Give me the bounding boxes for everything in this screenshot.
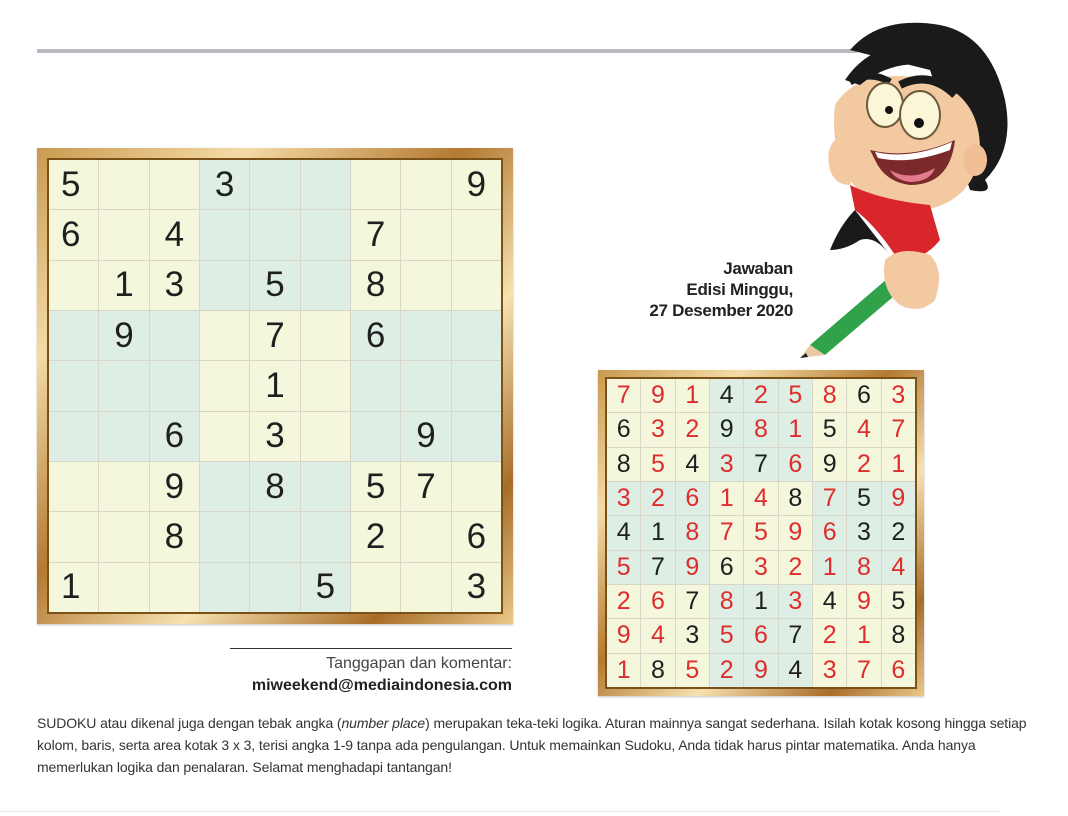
answer-cell-solved: 6 (744, 619, 777, 652)
puzzle-cell-empty (99, 160, 148, 209)
bottom-divider (0, 811, 1000, 812)
puzzle-cell-empty (99, 462, 148, 511)
answer-cell-solved: 2 (607, 585, 640, 618)
answer-cell-solved: 8 (847, 551, 880, 584)
puzzle-cell-given: 1 (99, 261, 148, 310)
answer-cell-solved: 4 (744, 482, 777, 515)
answer-cell-given: 8 (779, 482, 812, 515)
answer-cell-solved: 7 (882, 413, 915, 446)
puzzle-cell-empty (401, 160, 450, 209)
answer-cell-solved: 6 (641, 585, 674, 618)
puzzle-cell-given: 6 (452, 512, 501, 561)
answer-cell-solved: 9 (607, 619, 640, 652)
answer-cell-given: 5 (847, 482, 880, 515)
puzzle-cell-empty (200, 311, 249, 360)
puzzle-cell-empty (99, 210, 148, 259)
answer-cell-solved: 5 (676, 654, 709, 687)
puzzle-cell-empty (200, 512, 249, 561)
answer-cell-solved: 1 (813, 551, 846, 584)
answer-cell-solved: 2 (847, 448, 880, 481)
answer-cell-solved: 2 (641, 482, 674, 515)
puzzle-cell-empty (49, 261, 98, 310)
answer-cell-solved: 6 (779, 448, 812, 481)
answer-caption-edition: Edisi Minggu, (686, 280, 793, 299)
answer-cell-solved: 3 (607, 482, 640, 515)
puzzle-cell-empty (200, 361, 249, 410)
puzzle-cell-empty (301, 311, 350, 360)
answer-cell-given: 7 (779, 619, 812, 652)
answer-cell-solved: 5 (607, 551, 640, 584)
puzzle-cell-given: 7 (250, 311, 299, 360)
answer-cell-solved: 2 (779, 551, 812, 584)
answer-cell-solved: 5 (641, 448, 674, 481)
description-part1: SUDOKU atau dikenal juga dengan tebak angka ( (37, 715, 342, 731)
puzzle-cell-empty (351, 412, 400, 461)
answer-cell-solved: 8 (676, 516, 709, 549)
puzzle-cell-empty (200, 462, 249, 511)
puzzle-cell-empty (452, 361, 501, 410)
puzzle-cell-given: 1 (49, 563, 98, 612)
puzzle-cell-empty (150, 563, 199, 612)
puzzle-cell-empty (401, 563, 450, 612)
answer-cell-given: 4 (676, 448, 709, 481)
puzzle-cell-given: 8 (250, 462, 299, 511)
answer-cell-solved: 9 (779, 516, 812, 549)
puzzle-cell-empty (150, 160, 199, 209)
puzzle-cell-empty (351, 361, 400, 410)
answer-cell-given: 1 (641, 516, 674, 549)
puzzle-cell-empty (401, 512, 450, 561)
answer-cell-given: 2 (882, 516, 915, 549)
puzzle-cell-empty (301, 210, 350, 259)
answer-cell-solved: 9 (847, 585, 880, 618)
answer-cell-solved: 4 (641, 619, 674, 652)
answer-cell-solved: 2 (744, 379, 777, 412)
answer-cell-solved: 9 (641, 379, 674, 412)
puzzle-cell-empty (150, 361, 199, 410)
answer-cell-solved: 4 (882, 551, 915, 584)
answer-cell-given: 7 (641, 551, 674, 584)
feedback-label: Tanggapan dan komentar: (326, 655, 512, 672)
answer-cell-solved: 6 (676, 482, 709, 515)
description-part2: ) merupakan teka-teki logika. Aturan mainnya sangat sederhana. Isilah kotak kosong hingga setiap kolom, baris, serta area kotak 3 x 3, terisi angka 1-9 tanpa ada pengulangan. Untuk memainkan Sudoku, Anda tidak harus pintar matematika. Anda hanya memerlukan logika dan penalaran. Selamat menghadapi tantangan! (37, 715, 1027, 775)
puzzle-cell-given: 5 (301, 563, 350, 612)
answer-cell-given: 3 (847, 516, 880, 549)
answer-cell-solved: 7 (710, 516, 743, 549)
puzzle-cell-empty (250, 512, 299, 561)
sudoku-answer-grid (605, 377, 917, 689)
feedback-divider (230, 648, 512, 649)
answer-cell-solved: 1 (779, 413, 812, 446)
description-italic: number place (341, 715, 426, 731)
puzzle-cell-empty (351, 563, 400, 612)
puzzle-cell-empty (301, 412, 350, 461)
answer-caption-date: 27 Desember 2020 (649, 301, 793, 320)
puzzle-cell-empty (250, 210, 299, 259)
answer-cell-solved: 4 (847, 413, 880, 446)
puzzle-cell-empty (200, 210, 249, 259)
answer-cell-solved: 1 (882, 448, 915, 481)
answer-cell-given: 8 (641, 654, 674, 687)
answer-cell-given: 3 (676, 619, 709, 652)
puzzle-cell-empty (452, 261, 501, 310)
puzzle-cell-empty (200, 412, 249, 461)
puzzle-cell-empty (452, 311, 501, 360)
puzzle-cell-empty (401, 311, 450, 360)
puzzle-cell-given: 8 (351, 261, 400, 310)
answer-cell-solved: 3 (779, 585, 812, 618)
answer-cell-solved: 8 (813, 379, 846, 412)
puzzle-cell-empty (99, 512, 148, 561)
cartoon-boy-with-pencil-icon (780, 10, 1030, 360)
puzzle-cell-empty (250, 563, 299, 612)
answer-cell-solved: 5 (710, 619, 743, 652)
puzzle-cell-given: 6 (150, 412, 199, 461)
answer-cell-solved: 3 (882, 379, 915, 412)
puzzle-cell-given: 5 (351, 462, 400, 511)
puzzle-cell-empty (49, 361, 98, 410)
answer-cell-solved: 9 (882, 482, 915, 515)
puzzle-cell-given: 9 (99, 311, 148, 360)
puzzle-cell-empty (301, 462, 350, 511)
answer-cell-given: 9 (813, 448, 846, 481)
puzzle-cell-empty (200, 563, 249, 612)
puzzle-cell-empty (250, 160, 299, 209)
sudoku-puzzle-frame (37, 148, 513, 624)
puzzle-cell-given: 7 (401, 462, 450, 511)
puzzle-cell-given: 8 (150, 512, 199, 561)
puzzle-cell-given: 7 (351, 210, 400, 259)
answer-cell-given: 7 (744, 448, 777, 481)
puzzle-cell-empty (301, 361, 350, 410)
answer-cell-solved: 7 (847, 654, 880, 687)
puzzle-cell-empty (200, 261, 249, 310)
answer-cell-solved: 1 (710, 482, 743, 515)
puzzle-cell-given: 5 (250, 261, 299, 310)
answer-cell-solved: 7 (607, 379, 640, 412)
puzzle-cell-empty (452, 462, 501, 511)
puzzle-cell-given: 4 (150, 210, 199, 259)
answer-cell-solved: 1 (676, 379, 709, 412)
answer-cell-solved: 2 (676, 413, 709, 446)
puzzle-cell-empty (401, 361, 450, 410)
answer-cell-solved: 1 (847, 619, 880, 652)
puzzle-cell-empty (49, 512, 98, 561)
top-divider (37, 49, 857, 53)
puzzle-cell-empty (301, 512, 350, 561)
sudoku-puzzle-grid (47, 158, 503, 614)
answer-cell-solved: 6 (882, 654, 915, 687)
answer-cell-solved: 7 (813, 482, 846, 515)
puzzle-cell-empty (401, 210, 450, 259)
puzzle-cell-empty (99, 563, 148, 612)
puzzle-cell-empty (99, 412, 148, 461)
answer-caption-title: Jawaban (723, 259, 793, 278)
puzzle-cell-empty (49, 412, 98, 461)
answer-cell-solved: 6 (813, 516, 846, 549)
answer-cell-given: 4 (710, 379, 743, 412)
answer-cell-solved: 5 (744, 516, 777, 549)
answer-cell-solved: 5 (779, 379, 812, 412)
puzzle-cell-given: 5 (49, 160, 98, 209)
answer-cell-solved: 1 (607, 654, 640, 687)
puzzle-cell-empty (49, 462, 98, 511)
answer-cell-solved: 3 (710, 448, 743, 481)
answer-cell-given: 4 (779, 654, 812, 687)
puzzle-cell-given: 3 (452, 563, 501, 612)
puzzle-cell-given: 3 (150, 261, 199, 310)
puzzle-cell-empty (301, 261, 350, 310)
puzzle-cell-given: 3 (250, 412, 299, 461)
answer-cell-solved: 3 (813, 654, 846, 687)
answer-cell-given: 8 (607, 448, 640, 481)
answer-cell-given: 5 (813, 413, 846, 446)
answer-cell-given: 7 (676, 585, 709, 618)
answer-cell-given: 9 (710, 413, 743, 446)
puzzle-cell-given: 2 (351, 512, 400, 561)
puzzle-cell-given: 9 (452, 160, 501, 209)
sudoku-answer-frame (598, 370, 924, 696)
puzzle-cell-given: 6 (49, 210, 98, 259)
answer-cell-solved: 9 (676, 551, 709, 584)
puzzle-cell-empty (301, 160, 350, 209)
answer-cell-solved: 8 (710, 585, 743, 618)
puzzle-cell-given: 9 (150, 462, 199, 511)
puzzle-cell-given: 1 (250, 361, 299, 410)
puzzle-cell-empty (49, 311, 98, 360)
puzzle-cell-empty (452, 210, 501, 259)
puzzle-cell-given: 3 (200, 160, 249, 209)
answer-cell-given: 6 (847, 379, 880, 412)
puzzle-cell-given: 6 (351, 311, 400, 360)
answer-cell-solved: 3 (641, 413, 674, 446)
puzzle-cell-given: 9 (401, 412, 450, 461)
puzzle-cell-empty (150, 311, 199, 360)
answer-cell-solved: 3 (744, 551, 777, 584)
answer-cell-solved: 8 (744, 413, 777, 446)
puzzle-cell-empty (452, 412, 501, 461)
sudoku-description (37, 712, 1027, 778)
feedback-email: miweekend@mediaindonesia.com (251, 677, 512, 694)
puzzle-cell-empty (99, 361, 148, 410)
puzzle-cell-empty (401, 261, 450, 310)
answer-cell-given: 4 (607, 516, 640, 549)
answer-caption (649, 258, 793, 321)
answer-cell-solved: 9 (744, 654, 777, 687)
answer-cell-given: 5 (882, 585, 915, 618)
answer-cell-given: 6 (710, 551, 743, 584)
answer-cell-given: 6 (607, 413, 640, 446)
answer-cell-given: 1 (744, 585, 777, 618)
answer-cell-given: 8 (882, 619, 915, 652)
answer-cell-solved: 2 (813, 619, 846, 652)
puzzle-cell-empty (351, 160, 400, 209)
answer-cell-given: 4 (813, 585, 846, 618)
answer-cell-solved: 2 (710, 654, 743, 687)
